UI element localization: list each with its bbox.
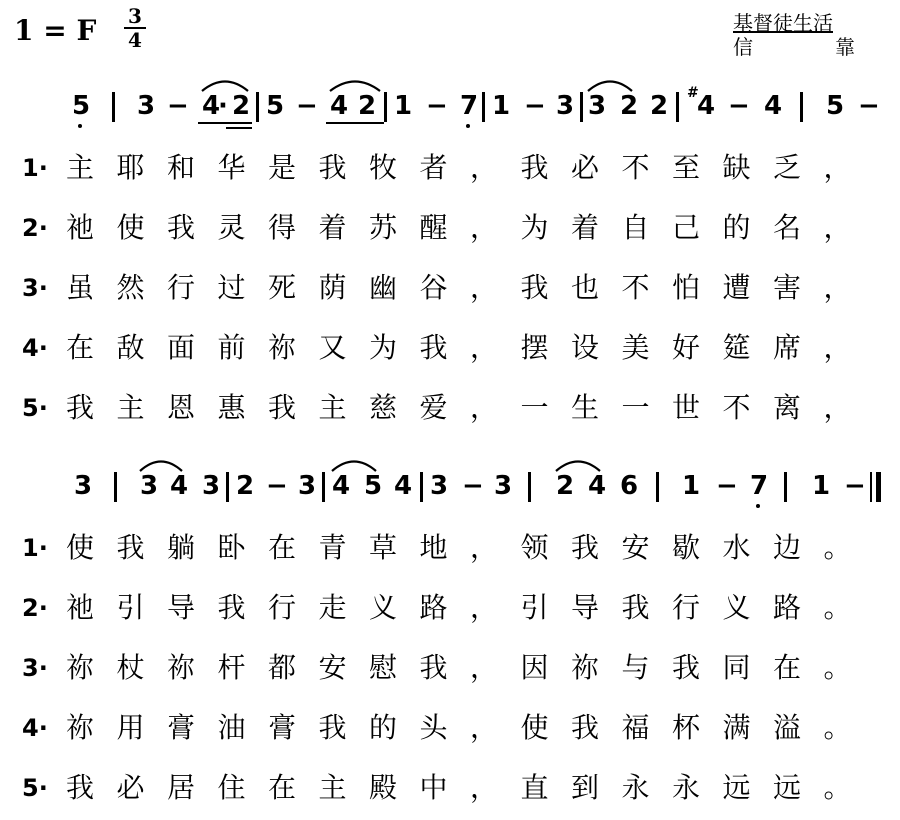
lyric-char: 杯 <box>671 711 700 744</box>
lyric-char: ， <box>469 591 498 624</box>
lyric-char: 引 <box>116 591 145 624</box>
lyric-char: ， <box>823 151 852 184</box>
lyric-char: 爱 <box>419 391 448 424</box>
lyric-char: 祢 <box>570 651 599 684</box>
lyric-char: ， <box>823 391 852 424</box>
lyric-char: 慰 <box>368 651 397 684</box>
lyric-char: 我 <box>267 391 296 424</box>
slur-arc <box>586 78 634 92</box>
lyric-char: 和 <box>166 151 195 184</box>
note: 6 <box>620 471 639 501</box>
lyric-char: 着 <box>318 211 347 244</box>
lyric-char: 谷 <box>419 271 448 304</box>
hold-dash: − <box>728 91 750 121</box>
note: 3 <box>556 91 575 121</box>
bar-line <box>528 472 531 502</box>
lyric-char: 杖 <box>116 651 145 684</box>
lyric-char: 不 <box>722 391 751 424</box>
lyric-char: 与 <box>621 651 650 684</box>
lyric-char: 安 <box>621 531 650 564</box>
note: 3 <box>430 471 449 501</box>
hold-dash: − <box>167 91 189 121</box>
lyric-char: 离 <box>772 391 801 424</box>
lyric-char: 主 <box>318 391 347 424</box>
verse-number: 1· <box>22 534 48 562</box>
bar-line <box>114 472 117 502</box>
note: 2 <box>650 91 669 121</box>
note: 7 <box>750 471 769 501</box>
lyric-char: 到 <box>570 771 599 804</box>
lyric-char: 用 <box>116 711 145 744</box>
lyric-char: 我 <box>570 531 599 564</box>
lyric-char: 杆 <box>217 651 246 684</box>
lyric-char: 溢 <box>772 711 801 744</box>
lyric-char: 我 <box>520 151 549 184</box>
note: 1 <box>492 91 511 121</box>
lyric-char: 名 <box>772 211 801 244</box>
hymn-category-char-2: 靠 <box>835 35 855 59</box>
lyric-char: 席 <box>772 331 801 364</box>
note: 4 <box>764 91 783 121</box>
lyric-char: 必 <box>570 151 599 184</box>
dotted-note: · <box>218 91 228 121</box>
verse-row <box>0 148 900 188</box>
lyric-char: 使 <box>520 711 549 744</box>
final-barline-thick <box>876 472 881 502</box>
lyric-char: ， <box>469 651 498 684</box>
note: 4 <box>697 91 716 121</box>
lyric-char: 水 <box>722 531 751 564</box>
bar-line <box>676 92 679 122</box>
lyric-char: 面 <box>166 331 195 364</box>
slur-arc <box>554 458 602 472</box>
lyric-char: 头 <box>419 711 448 744</box>
bar-line <box>322 472 325 502</box>
lyric-char: 祢 <box>65 711 94 744</box>
lyric-char: 歇 <box>671 531 700 564</box>
lyric-char: 的 <box>368 711 397 744</box>
final-barline-thin <box>870 472 872 502</box>
lyric-char: 使 <box>65 531 94 564</box>
lyric-char: 殿 <box>368 771 397 804</box>
lyric-char: 领 <box>520 531 549 564</box>
lyric-char: 油 <box>217 711 246 744</box>
slur-arc <box>328 78 382 92</box>
lyric-char: 生 <box>570 391 599 424</box>
lyric-char: 幽 <box>368 271 397 304</box>
lyric-char: 着 <box>570 211 599 244</box>
verse-number: 5· <box>22 394 48 422</box>
hymn-category-char-1: 信 <box>733 35 753 59</box>
hold-dash: − <box>296 91 318 121</box>
beam-underline <box>326 122 384 124</box>
hold-dash: − <box>462 471 484 501</box>
lyric-char: 义 <box>722 591 751 624</box>
lyric-char: 主 <box>65 151 94 184</box>
lyric-char: 必 <box>116 771 145 804</box>
lyric-char: 祂 <box>65 591 94 624</box>
lyric-char: 的 <box>722 211 751 244</box>
lyric-char: 世 <box>671 391 700 424</box>
lyric-char: 我 <box>65 391 94 424</box>
lyric-char: 慈 <box>368 391 397 424</box>
lyric-char: 在 <box>267 531 296 564</box>
lyric-char: 美 <box>621 331 650 364</box>
lyric-char: 也 <box>570 271 599 304</box>
lyric-char: 者 <box>419 151 448 184</box>
verse-number: 4· <box>22 334 48 362</box>
lyric-char: 祂 <box>65 211 94 244</box>
time-signature <box>124 6 146 50</box>
lyric-char: 远 <box>772 771 801 804</box>
lyric-char: 使 <box>116 211 145 244</box>
lyric-char: 我 <box>318 711 347 744</box>
lyric-char: 在 <box>267 771 296 804</box>
lower-octave-dot <box>756 504 760 508</box>
lyric-char: 膏 <box>267 711 296 744</box>
verse-number: 3· <box>22 654 48 682</box>
lyric-char: 路 <box>419 591 448 624</box>
lyric-char: 躺 <box>166 531 195 564</box>
bar-line <box>420 472 423 502</box>
lyric-char: 我 <box>570 711 599 744</box>
lyric-char: 我 <box>65 771 94 804</box>
note: 2 <box>556 471 575 501</box>
beam-underline <box>198 122 252 124</box>
verse-number: 3· <box>22 274 48 302</box>
lyric-char: 义 <box>368 591 397 624</box>
note: 7 <box>460 91 479 121</box>
lyric-char: 安 <box>318 651 347 684</box>
verse-row <box>0 648 900 688</box>
note: 2 <box>620 91 639 121</box>
lyric-char: 设 <box>570 331 599 364</box>
notation-line-1 <box>0 85 900 130</box>
lyric-char: 恩 <box>166 391 195 424</box>
lyric-char: 筵 <box>722 331 751 364</box>
lyric-char: 都 <box>267 651 296 684</box>
note: 4 <box>394 471 413 501</box>
hold-dash: − <box>426 91 448 121</box>
lyric-char: 惠 <box>217 391 246 424</box>
lyric-char: ， <box>469 531 498 564</box>
lyric-char: 华 <box>217 151 246 184</box>
lyric-char: 是 <box>267 151 296 184</box>
note: 5 <box>826 91 845 121</box>
notation-line-2 <box>0 470 900 510</box>
time-signature-bottom: 4 <box>128 28 142 52</box>
note: 4 <box>588 471 607 501</box>
note: 1 <box>394 91 413 121</box>
lyric-char: 直 <box>520 771 549 804</box>
lyric-char: 过 <box>217 271 246 304</box>
lyric-char: 一 <box>520 391 549 424</box>
lyric-char: 草 <box>368 531 397 564</box>
note: 3 <box>494 471 513 501</box>
lyric-char: 苏 <box>368 211 397 244</box>
lyric-char: 我 <box>419 331 448 364</box>
lyric-char: 在 <box>65 331 94 364</box>
lyric-char: 祢 <box>267 331 296 364</box>
note: 1 <box>812 471 831 501</box>
lyric-char: ， <box>823 271 852 304</box>
note: 2 <box>232 91 251 121</box>
note: 5 <box>266 91 285 121</box>
verse-number: 4· <box>22 714 48 742</box>
hold-dash: − <box>524 91 546 121</box>
lyric-char: 荫 <box>318 271 347 304</box>
verse-row <box>0 708 900 748</box>
lyric-char: 远 <box>722 771 751 804</box>
note: 3 <box>74 471 93 501</box>
lyric-char: 摆 <box>520 331 549 364</box>
lyric-char: 行 <box>166 271 195 304</box>
slur-arc <box>330 458 378 472</box>
hold-dash: − <box>858 91 880 121</box>
verse-number: 2· <box>22 594 48 622</box>
lyric-char: 醒 <box>419 211 448 244</box>
bar-line <box>580 92 583 122</box>
lyric-char: 好 <box>671 331 700 364</box>
lyric-char: 主 <box>116 391 145 424</box>
lyric-char: 至 <box>671 151 700 184</box>
lyric-char: 边 <box>772 531 801 564</box>
lyric-char: ， <box>469 151 498 184</box>
lyric-char: 我 <box>621 591 650 624</box>
note: 1 <box>682 471 701 501</box>
lyric-char: ， <box>469 331 498 364</box>
key-signature: 1 = F <box>14 14 97 47</box>
lyric-char: 住 <box>217 771 246 804</box>
lyric-char: 导 <box>570 591 599 624</box>
lyric-char: 一 <box>621 391 650 424</box>
lyric-char: 青 <box>318 531 347 564</box>
verse-row <box>0 208 900 248</box>
bar-line <box>112 92 115 122</box>
lyric-char: 得 <box>267 211 296 244</box>
lyric-char: 己 <box>671 211 700 244</box>
note: 3 <box>137 91 156 121</box>
lyric-char: 又 <box>318 331 347 364</box>
lyric-char: 。 <box>823 531 852 564</box>
note: 4 <box>330 91 349 121</box>
lyric-char: 地 <box>419 531 448 564</box>
note: 3 <box>202 471 221 501</box>
lyric-char: ， <box>823 211 852 244</box>
lyric-char: 虽 <box>65 271 94 304</box>
lyric-char: 。 <box>823 651 852 684</box>
note: 4 <box>332 471 351 501</box>
note: 5 <box>72 91 91 121</box>
note: 2 <box>236 471 255 501</box>
beam-underline <box>226 127 252 129</box>
lyric-char: 同 <box>722 651 751 684</box>
lower-octave-dot <box>78 124 82 128</box>
lyric-char: 不 <box>621 151 650 184</box>
verse-row <box>0 388 900 428</box>
lyric-char: 缺 <box>722 151 751 184</box>
lyric-char: 因 <box>520 651 549 684</box>
lyric-char: ， <box>823 331 852 364</box>
lyric-char: 遭 <box>722 271 751 304</box>
verse-row <box>0 268 900 308</box>
hymnal-source: 基督徒生活 <box>733 11 833 35</box>
time-signature-top: 3 <box>128 4 142 28</box>
lyric-char: 引 <box>520 591 549 624</box>
lyric-char: 我 <box>217 591 246 624</box>
lyric-char: 为 <box>368 331 397 364</box>
lower-octave-dot <box>466 124 470 128</box>
lyric-char: 膏 <box>166 711 195 744</box>
lyric-char: 永 <box>671 771 700 804</box>
verse-row <box>0 768 900 808</box>
note: 4 <box>202 91 221 121</box>
slur-arc <box>138 458 184 472</box>
note: 4 <box>170 471 189 501</box>
lyric-char: 死 <box>267 271 296 304</box>
lyric-char: 路 <box>772 591 801 624</box>
lyric-char: ， <box>469 271 498 304</box>
lyric-char: ， <box>469 391 498 424</box>
lyric-char: ， <box>469 771 498 804</box>
lyric-char: 灵 <box>217 211 246 244</box>
hold-dash: − <box>716 471 738 501</box>
verse-row <box>0 588 900 628</box>
lyric-char: 我 <box>671 651 700 684</box>
lyric-char: 行 <box>267 591 296 624</box>
lyric-char: 永 <box>621 771 650 804</box>
note: 5 <box>364 471 383 501</box>
note: 3 <box>140 471 159 501</box>
lyric-char: 我 <box>116 531 145 564</box>
bar-line <box>384 92 387 122</box>
hold-dash: − <box>266 471 288 501</box>
bar-line <box>784 472 787 502</box>
lyric-char: 牧 <box>368 151 397 184</box>
sharp-sign: # <box>687 85 699 101</box>
lyric-char: 福 <box>621 711 650 744</box>
verse-row <box>0 528 900 568</box>
verse-row <box>0 328 900 368</box>
lyric-char: 祢 <box>166 651 195 684</box>
lyric-char: ， <box>469 711 498 744</box>
lyric-char: 主 <box>318 771 347 804</box>
note: 3 <box>588 91 607 121</box>
lyric-char: 敌 <box>116 331 145 364</box>
bar-line <box>800 92 803 122</box>
verse-number: 5· <box>22 774 48 802</box>
lyric-char: 中 <box>419 771 448 804</box>
lyric-char: 我 <box>520 271 549 304</box>
lyric-char: 走 <box>318 591 347 624</box>
hold-dash: − <box>844 471 866 501</box>
lyric-char: 。 <box>823 711 852 744</box>
lyric-char: 前 <box>217 331 246 364</box>
bar-line <box>656 472 659 502</box>
lyric-char: 自 <box>621 211 650 244</box>
note: 2 <box>358 91 377 121</box>
slur-arc <box>200 78 250 92</box>
lyric-char: 我 <box>318 151 347 184</box>
lyric-char: 祢 <box>65 651 94 684</box>
verse-number: 1· <box>22 154 48 182</box>
bar-line <box>482 92 485 122</box>
lyric-char: 在 <box>772 651 801 684</box>
lyric-char: 害 <box>772 271 801 304</box>
lyric-char: 为 <box>520 211 549 244</box>
hymn-category <box>733 36 855 58</box>
lyric-char: 怕 <box>671 271 700 304</box>
lyric-char: 满 <box>722 711 751 744</box>
lyric-char: 。 <box>823 591 852 624</box>
lyric-char: 然 <box>116 271 145 304</box>
lyric-char: ， <box>469 211 498 244</box>
bar-line <box>256 92 259 122</box>
lyric-char: 。 <box>823 771 852 804</box>
lyric-char: 耶 <box>116 151 145 184</box>
lyric-char: 行 <box>671 591 700 624</box>
verse-number: 2· <box>22 214 48 242</box>
bar-line <box>226 472 229 502</box>
lyric-char: 导 <box>166 591 195 624</box>
lyric-char: 居 <box>166 771 195 804</box>
note: 3 <box>298 471 317 501</box>
lyric-char: 我 <box>419 651 448 684</box>
lyric-char: 不 <box>621 271 650 304</box>
lyric-char: 卧 <box>217 531 246 564</box>
lyric-char: 我 <box>166 211 195 244</box>
lyric-char: 乏 <box>772 151 801 184</box>
